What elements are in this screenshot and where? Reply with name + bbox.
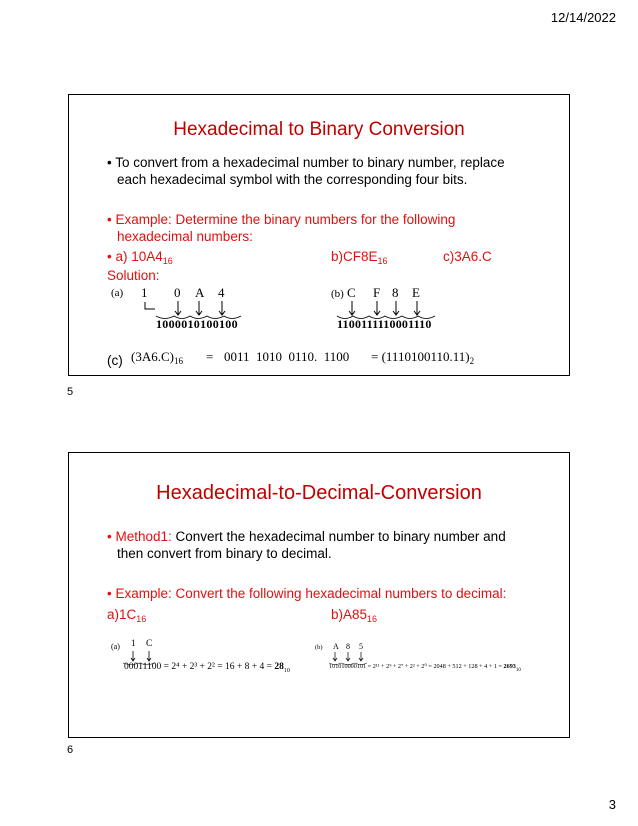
fig-b-result: 2693 [503,663,516,670]
fig-a-digit: 0 [174,285,181,300]
fig-b-arrows [69,95,569,375]
method-label: • Method1: [107,529,172,544]
fig-a-digit: 4 [218,285,225,300]
example-bullet: • Example: Determine the binary numbers for the following [107,212,456,227]
slide-title: Hexadecimal to Binary Conversion [173,119,465,140]
item-a-base: 16 [136,614,147,624]
fig-b-digit: C [347,285,356,300]
fig-a-label: (a) [111,642,120,651]
fig-b-binary: 101010000101 [329,663,367,670]
fig-b-digit: A [333,642,339,651]
example-bullet-cont: hexadecimal numbers: [117,229,253,244]
item-c: c)3A6.C [443,249,492,264]
part-c-label: (c) [107,353,123,368]
fig-a-digit: 1 [131,639,136,649]
fig-a-result: 1000010100100 [156,317,238,331]
header-date: 12/14/2022 [550,10,616,25]
slide-number: 6 [67,744,74,756]
method-text: Convert the hexadecimal number to binary number and [171,529,506,544]
fig-b-digit: 8 [346,642,350,651]
fig-b-digit: 5 [359,642,363,651]
fig-a-result-base: 10 [283,668,290,674]
item-a-base: 16 [162,256,173,266]
fig-a-result: 28 [274,662,284,672]
item-b-base: 16 [377,256,388,266]
slide-title: Hexadecimal-to-Decimal-Conversion [156,482,482,504]
bullet-text: • To convert from a hexadecimal number to binary number, replace [107,155,505,170]
part-c-expr [131,349,183,366]
fig-b-label: (b) [315,644,323,651]
fig-b-arrows [69,453,569,737]
fig-a-binary: 00011100 [124,662,162,672]
fig-b-expansion: = 2¹¹ + 2⁹ + 2⁷ + 2² + 2⁰ = 2048 + 512 + 128 + 4 + 1 = [367,663,504,670]
fig-b-digit: F [373,285,381,300]
method-bullet-cont: then convert from binary to decimal. [117,546,332,561]
example-bullet: • Example: Convert the following hexadecimal numbers to decimal: [107,586,507,601]
solution-label: Solution: [107,268,160,283]
bullet-text-cont: each hexadecimal symbol with the corresponding four bits. [117,172,468,187]
fig-b-label: (b) [331,288,344,300]
part-c-groups: 0011 1010 0110. 1100 [224,349,350,364]
part-c-equals: = [206,349,214,364]
fig-b-digit: 8 [392,285,399,300]
fig-b-equation [329,663,521,673]
item-a-text: a)1C [107,607,137,622]
fig-a-digit: 1 [141,285,148,300]
fig-b-result-base: 10 [515,668,521,673]
part-c-hex-base: 16 [173,356,183,366]
item-b-text: b)A85 [331,607,368,622]
fig-a-label: (a) [111,287,124,299]
slide-hex-to-binary [68,94,570,376]
part-c-hex: (3A6.C) [131,349,174,364]
fig-b-digit: E [412,285,420,300]
part-c-binary: = (1110100110.11) [371,349,470,364]
item-b-base: 16 [367,614,378,624]
fig-a-expansion: = 2⁴ + 2³ + 2² = 16 + 8 + 4 = [163,662,275,672]
fig-a-digit: A [195,285,205,300]
fig-a-digit: C [146,639,153,649]
page-number: 3 [608,797,616,812]
item-a-text: • a) 10A4 [107,249,163,264]
item-b-text: b)CF8E [331,249,378,264]
fig-b-result: 1100111110001110 [337,317,432,331]
slide-number: 5 [67,386,74,398]
slide-hex-to-decimal [68,452,570,738]
part-c-result [371,349,474,366]
part-c-binary-base: 2 [469,356,475,366]
